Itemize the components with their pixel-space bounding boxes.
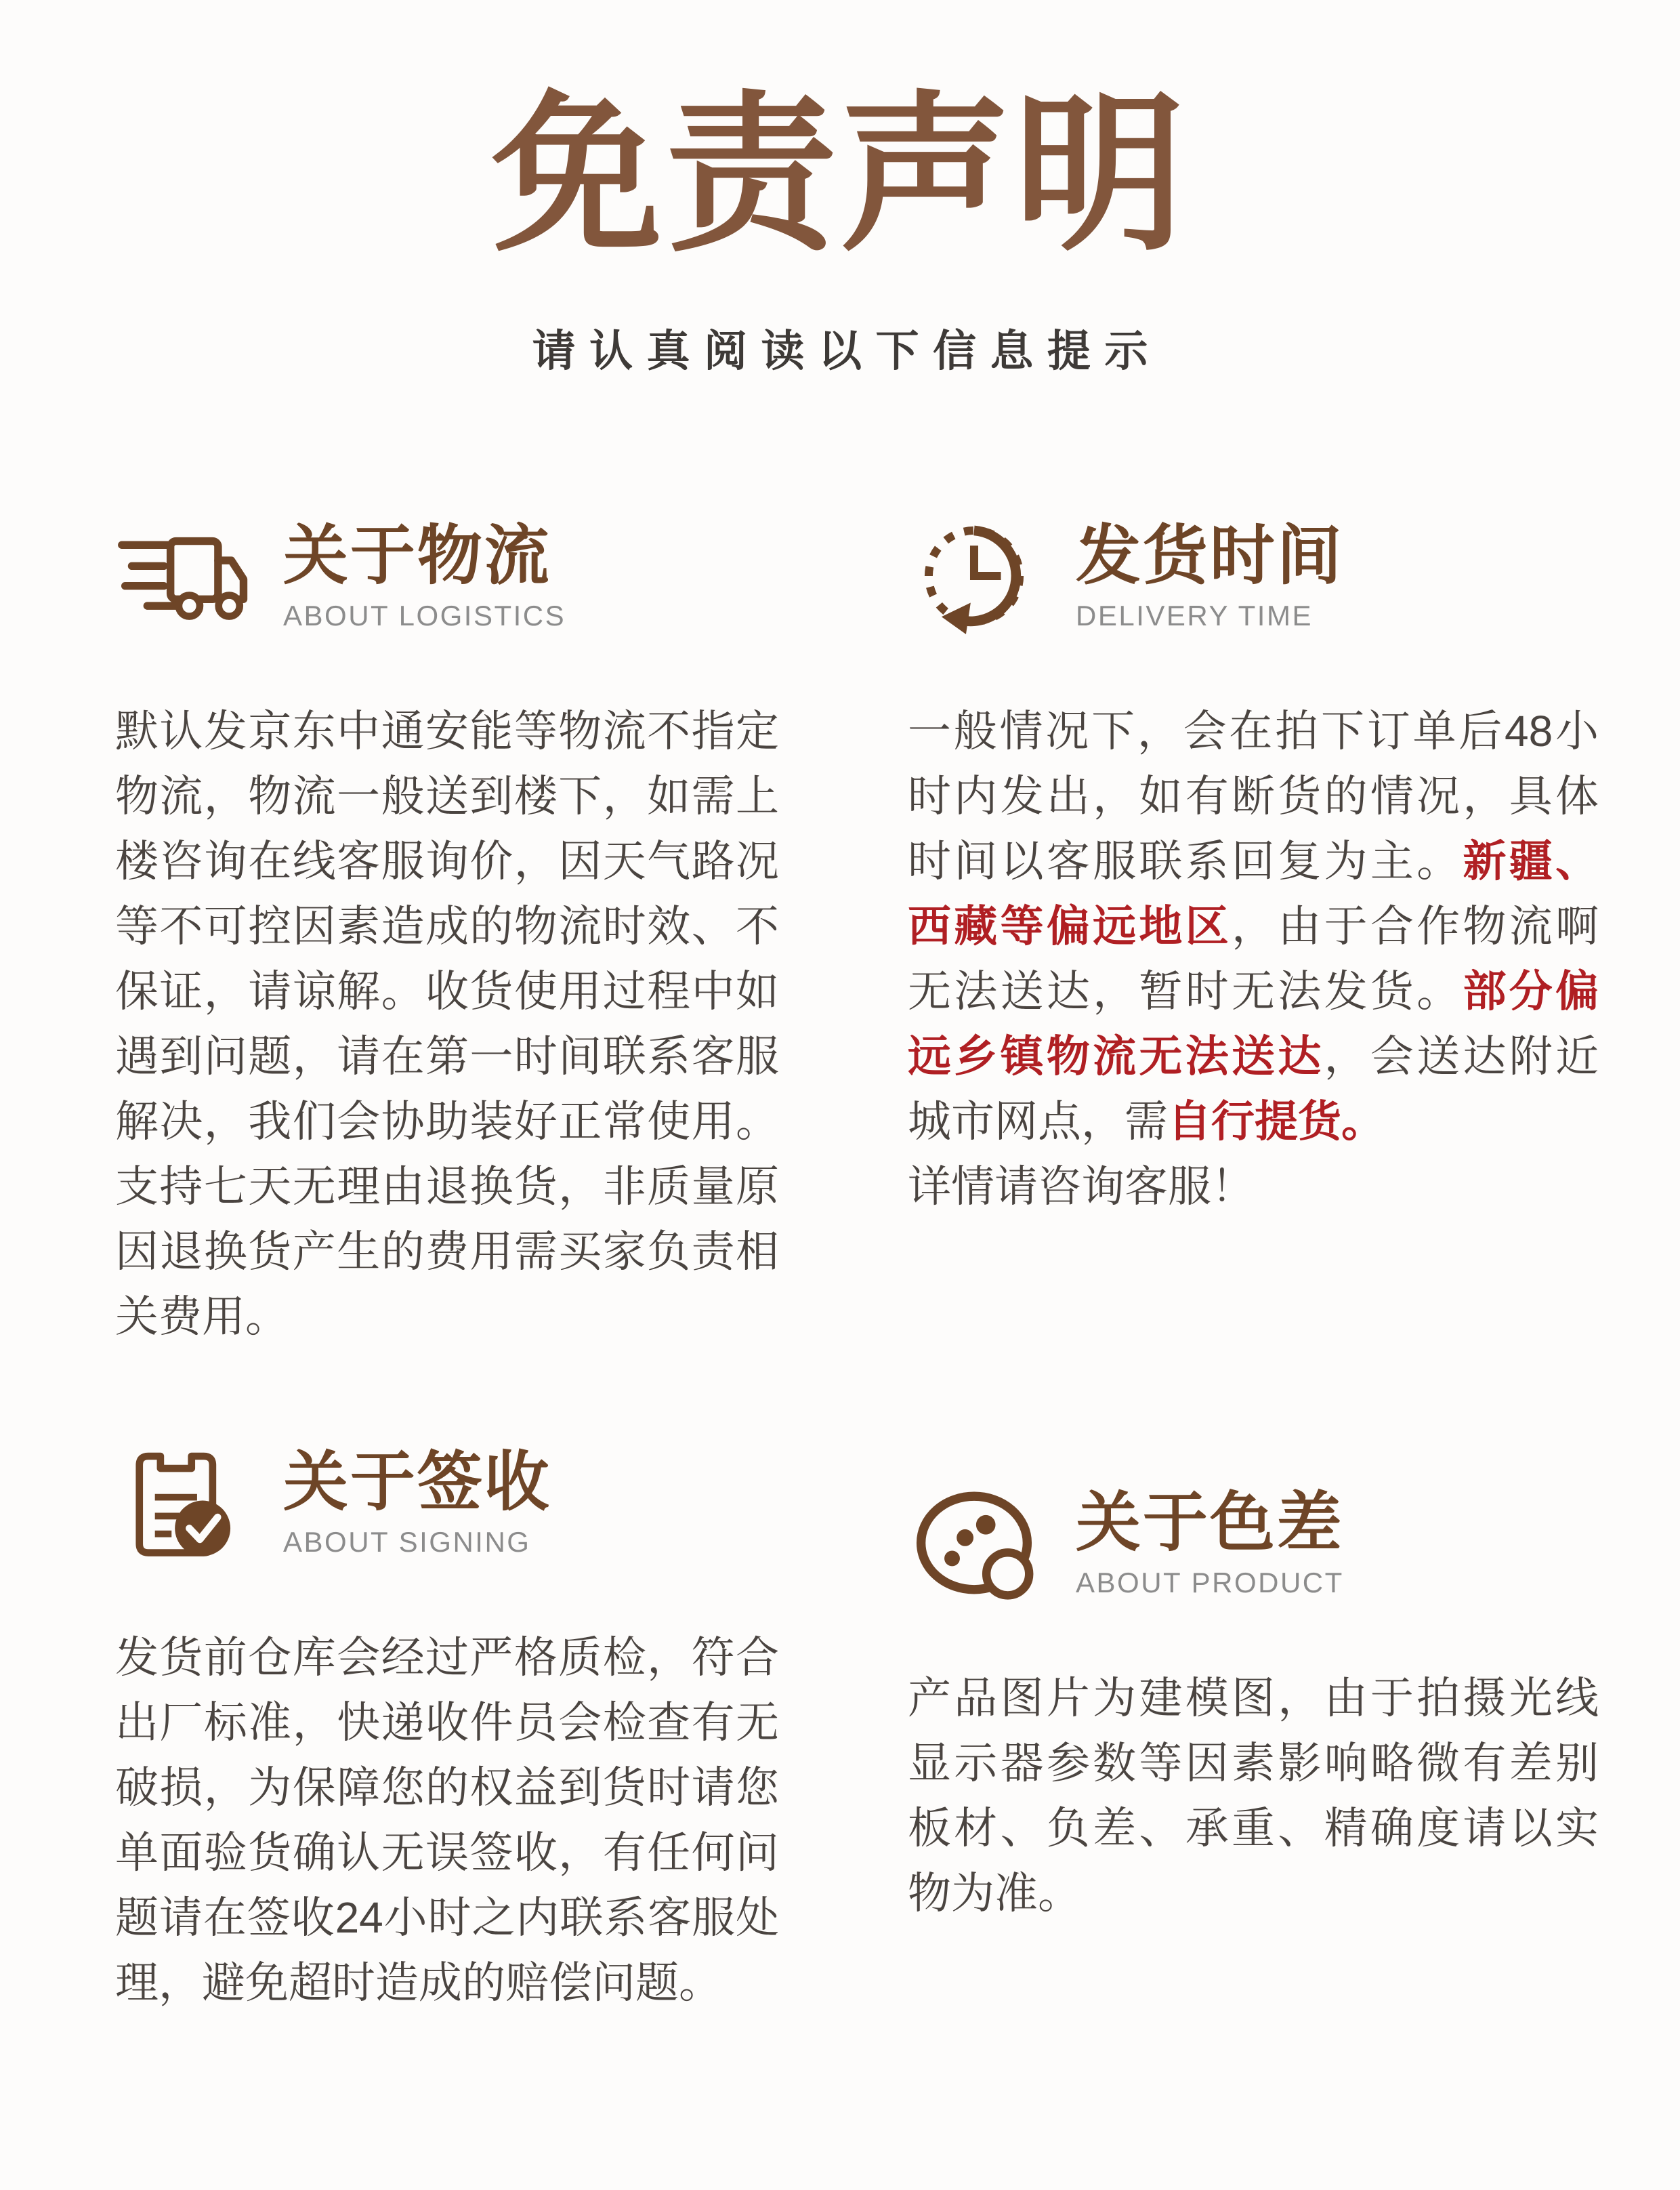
- clipboard-check-icon: [115, 1444, 248, 1561]
- section-title: 关于签收: [283, 1445, 551, 1518]
- section-delivery-time: [908, 518, 1599, 1219]
- highlight-red-text: 新疆、西藏等偏远地区: [908, 837, 1599, 951]
- body-paragraph: [908, 1666, 1599, 1926]
- page-title: 免责声明: [491, 80, 1189, 270]
- section-icon-wrap: [115, 518, 248, 634]
- section-heading-text: [1076, 520, 1344, 633]
- truck-icon: [115, 518, 248, 634]
- section-body: [115, 1625, 779, 2015]
- section-body: [908, 1666, 1599, 1926]
- body-text: 产品图片为建模图，由于拍摄光线显示器参数等因素影响略微有差别板材、负差、承重、精确度请以实物为准。: [908, 1674, 1599, 1918]
- section-caption: ABOUT SIGNING: [283, 1526, 531, 1558]
- section-heading-text: [1076, 1487, 1344, 1600]
- body-paragraph: [908, 1154, 1599, 1219]
- section-title: 发货时间: [1076, 519, 1344, 592]
- body-paragraph: [115, 699, 779, 1349]
- body-text: ，由于合作物流啊无法送达，暂时无法发货。: [908, 902, 1599, 1016]
- section-heading-text: [283, 520, 566, 633]
- section-title: 关于色差: [1076, 1486, 1344, 1559]
- palette-icon: [908, 1485, 1041, 1601]
- body-text: 一般情况下，会在拍下订单后48小时内发出，如有断货的情况，具体时间以客服联系回复为主。: [908, 707, 1599, 886]
- section-header: [908, 1485, 1599, 1601]
- section-caption: DELIVERY TIME: [1076, 600, 1313, 632]
- page-subtitle: 请认真阅读以下信息提示: [532, 327, 1162, 376]
- section-icon-wrap: [115, 1444, 248, 1561]
- section-icon-wrap: [908, 1485, 1041, 1601]
- body-text: 发货前仓库会经过严格质检，符合出厂标准，快递收件员会检查有无破损，为保障您的权益到货时请您单面验货确认无误签收，有任何问题请在签收24小时之内联系客服处理，避免超时造成的赔偿问题。: [115, 1633, 779, 2008]
- body-paragraph: [115, 1625, 779, 2015]
- section-color-difference: [908, 1485, 1599, 1926]
- highlight-red-text: 自行提货。: [1168, 1097, 1385, 1146]
- section-body: [115, 699, 779, 1349]
- body-text: ，会送达附近城市网点，需: [908, 1032, 1599, 1146]
- section-caption: ABOUT PRODUCT: [1076, 1567, 1344, 1599]
- section-icon-wrap: [908, 518, 1041, 634]
- section-signing: [115, 1444, 779, 2015]
- section-title: 关于物流: [283, 519, 551, 592]
- section-header: [908, 518, 1599, 634]
- body-paragraph: [908, 699, 1599, 1154]
- section-header: [115, 1444, 779, 1561]
- body-text: 默认发京东中通安能等物流不指定物流，物流一般送到楼下，如需上楼咨询在线客服询价，因天气路况等不可控因素造成的物流时效、不保证，请谅解。收货使用过程中如遇到问题，请在第一时间联系客服解决，我们会协助装好正常使用。支持七天无理由退换货，非质量原因退换货产生的费用需买家负责相关费用。: [115, 707, 779, 1342]
- section-header: [115, 518, 779, 634]
- clock-icon: [908, 518, 1041, 634]
- section-heading-text: [283, 1447, 551, 1559]
- highlight-red-text: 部分偏远乡镇物流无法送达: [908, 967, 1599, 1081]
- section-logistics: [115, 518, 779, 1349]
- sections-grid: [0, 518, 1680, 2015]
- section-caption: ABOUT LOGISTICS: [283, 600, 566, 632]
- section-body: [908, 699, 1599, 1219]
- body-text: 详情请咨询客服！: [908, 1162, 1255, 1212]
